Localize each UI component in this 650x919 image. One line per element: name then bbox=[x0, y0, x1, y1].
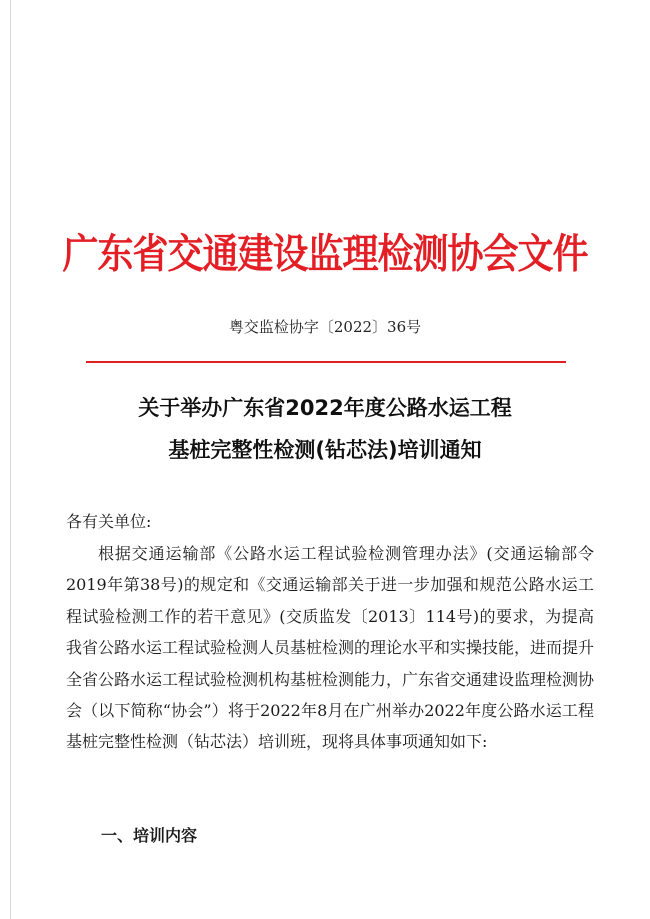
issuing-org-header: 广东省交通建设监理检测协会文件 bbox=[62, 230, 588, 278]
document-title-line-1: 关于举办广东省2022年度公路水运工程 bbox=[138, 396, 512, 420]
red-separator-rule bbox=[86, 361, 566, 363]
body-paragraph: 根据交通运输部《公路水运工程试验检测管理办法》(交通运输部令2019年第38号)的规定和《交通运输部关于进一步加强和规范公路水运工程试验检测工作的若干意见》(交质监发〔2013〕114号)的要求，为提高我省公路水运工程试验检测人员基桩检测的理论水平和实操技能，进而提升全省公路水运工程试验检测机构基桩检测能力，广东省交通建设监理检测协会（以下简称“协会”）将于2022年8月在广州举办2022年度公路水运工程基桩完整性检测（钻芯法）培训班，现将具体事项通知如下: bbox=[66, 544, 595, 752]
section-heading-training-content: 一、培训内容 bbox=[101, 826, 198, 845]
document-number: 粤交监检协字〔2022〕36号 bbox=[228, 318, 422, 336]
salutation: 各有关单位: bbox=[66, 512, 152, 531]
document-title-line-2: 基桩完整性检测(钻芯法)培训通知 bbox=[168, 438, 482, 462]
